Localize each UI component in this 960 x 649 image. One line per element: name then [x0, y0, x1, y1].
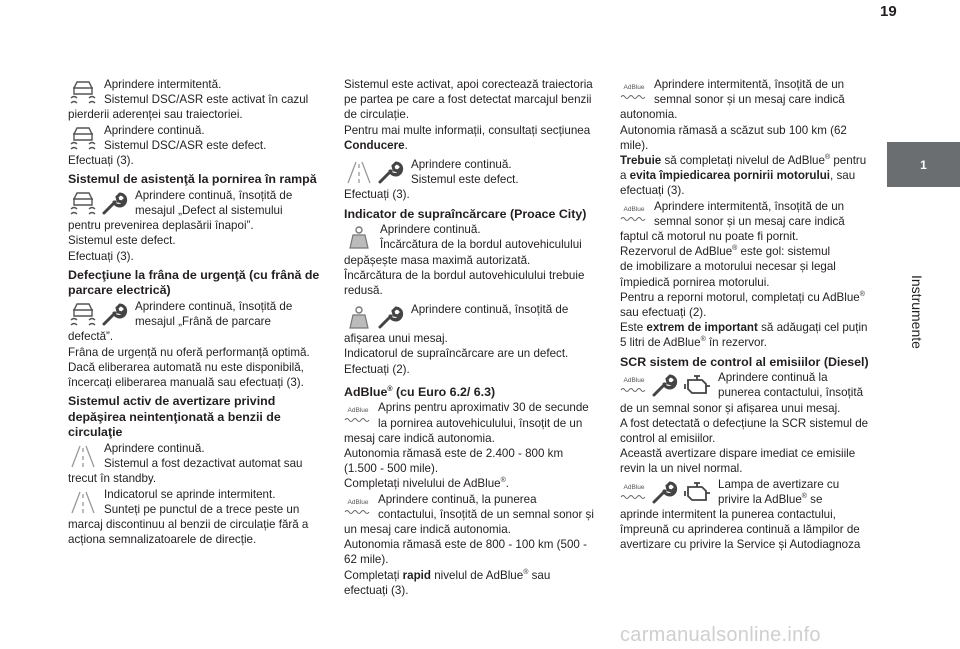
text-line: Aprindere continuă, la punerea [378, 492, 537, 506]
page-number: 19 [880, 3, 897, 20]
text-line: Sistemul a fost dezactivat automat sau [104, 457, 303, 471]
text-line: sau efectuați (2). [620, 306, 707, 320]
text-line: pe partea pe care a fost detectat marcajul benzii [344, 93, 592, 107]
bold-text: extrem de important [646, 321, 758, 335]
skid-icon [68, 189, 129, 217]
skid-icon [68, 78, 98, 106]
text-line: defectă”. [68, 330, 114, 344]
engine-icon [682, 372, 712, 398]
lane-fault-block [344, 157, 606, 203]
lane-standby-block [68, 441, 330, 487]
text-line: Frâna de urgență nu oferă performanță optimă. [68, 345, 310, 359]
text-line: Efectuați (3). [68, 154, 134, 168]
text-part: , sau [830, 169, 856, 183]
text-line: mesaj care indică autonomia. [344, 431, 495, 445]
adblue-30s-block [344, 400, 606, 491]
lane-active-paragraph [344, 77, 606, 153]
text-line: Completați nivelului de AdBlue®. [344, 477, 510, 491]
text-line: Indicatorul de supraîncărcare are un defect. [344, 347, 569, 361]
text-line: mile). [620, 138, 649, 152]
text-line: punerea contactului, însoțită [718, 386, 864, 400]
registered-mark: ® [700, 336, 706, 344]
text-line: Autonomia rămasă a scăzut sub 100 km (62 [620, 123, 847, 137]
hill-start-block [68, 188, 330, 264]
adblue-icon-label: AdBlue [623, 377, 645, 385]
text-line: semnal sonor și un mesaj care indică [654, 214, 845, 228]
column-2 [344, 77, 606, 598]
adblue-icon [620, 371, 712, 399]
text-line: redusă. [344, 284, 383, 298]
engine-icon [682, 479, 712, 505]
adblue-icon [620, 200, 648, 228]
adblue-icon [344, 401, 372, 429]
text-part: Este [620, 321, 647, 335]
wrench-icon [377, 159, 405, 185]
text-line [620, 244, 882, 259]
bold-text: rapid [402, 568, 431, 582]
adblue-800-block [344, 492, 606, 598]
lane-blink-block [68, 487, 330, 548]
text-line: Autonomia rămasă este de 800 - 100 km (500 - [344, 538, 587, 552]
dsc-blink-block [68, 77, 330, 123]
text-line: revin la un nivel normal. [620, 462, 743, 476]
heading-adblue [344, 385, 606, 401]
text-line: încercați eliberarea manuală sau efectuați (3). [68, 376, 304, 390]
text-line: Sistemul DSC/ASR este activat în cazul [104, 93, 309, 107]
text-line: Conducere. [344, 138, 408, 152]
overload-fault-block [344, 302, 606, 377]
text-line: mesajul „Frână de parcare [135, 315, 271, 329]
column-3 [620, 77, 882, 553]
adblue-icon-label: AdBlue [623, 483, 645, 491]
text-line: Aprindere continuă, însoțită de [411, 303, 569, 317]
adblue-icon [620, 78, 648, 106]
text-line: Încărcătura de la bordul autovehiculului trebuie [344, 268, 585, 282]
text-line: trecut în standby. [68, 472, 157, 486]
text-line: aprinde intermitent la punerea contactului, [620, 508, 836, 522]
text-line: acționa semnalizatoarele de direcție. [68, 533, 257, 547]
lane-icon [344, 158, 405, 186]
heading-scr: SCR sistem de control al emisiilor (Diesel) [620, 354, 869, 369]
text-line: efectuați (3). [620, 184, 685, 198]
text-line: Aprindere intermitentă, însoțită de un [654, 78, 845, 91]
bold-text: Trebuie [620, 154, 662, 168]
text-line: Aprindere continuă. [380, 223, 481, 237]
registered-mark: ® [387, 385, 393, 393]
adblue-warning-block [620, 477, 882, 553]
section-label: Instrumente [909, 275, 925, 349]
text-line: Aprindere continuă. [411, 158, 512, 172]
scr-block [620, 370, 882, 476]
text-part: în rezervor. [705, 336, 767, 350]
text-line: de circulație. [344, 108, 410, 122]
text-line: Încărcătura de la bordul autovehiculului [380, 238, 582, 252]
text-line: faptul că motorul nu poate fi pornit. [620, 230, 799, 244]
text-line: mesajul „Defect al sistemului [135, 204, 283, 218]
lane-icon [68, 442, 98, 470]
text-part: Pentru a reporni motorul, completați cu AdBlue [620, 290, 860, 304]
text-line: împreună cu aprinderea continuă a lămpilor de [620, 523, 860, 537]
text-line: Sistemul este defect. [411, 173, 519, 187]
registered-mark: ® [801, 493, 807, 501]
registered-mark: ® [732, 245, 738, 253]
text-line: (1.500 - 500 mile). [344, 462, 439, 476]
text-line: Lampa de avertizare cu [718, 477, 840, 491]
text-line [620, 168, 882, 183]
overload-icon [344, 303, 405, 331]
text-part: să completați nivelul de AdBlue [661, 154, 825, 168]
heading-emergency-brake [68, 268, 330, 299]
registered-mark: ® [500, 477, 506, 485]
text-part: a [620, 169, 630, 183]
text-part: pentru [830, 154, 867, 168]
heading-lane-departure [68, 394, 330, 441]
text-line [620, 153, 882, 168]
adblue-icon-label: AdBlue [347, 407, 369, 415]
text-line [620, 320, 882, 335]
text-line: Aprins pentru aproximativ 30 de secunde [378, 401, 589, 415]
text-line: la pornirea autovehiculului, însoțit de un [378, 416, 583, 430]
bold-text: evita împiedicarea pornirii motorului [629, 169, 831, 183]
text-line: 62 mile). [344, 553, 389, 567]
section-tab[interactable]: 1 [887, 142, 960, 187]
text-part: să adăugați cel puțin [757, 321, 868, 335]
text-line: împiedică pornirea motorului. [620, 275, 770, 289]
text-line: Sistemul este defect. [68, 234, 176, 248]
registered-mark: ® [523, 568, 529, 576]
adblue-empty-block [620, 199, 882, 351]
column-1 [68, 77, 330, 547]
text-line: semnal sonor și un mesaj care indică [654, 93, 845, 107]
heading-line: Sistemul activ de avertizare privind [68, 394, 276, 409]
text-line: depășește masa maximă autorizată. [344, 253, 531, 267]
text-line: Efectuați (2). [344, 362, 410, 376]
text-line: Dacă eliberarea automată nu este disponibilă, [68, 360, 304, 374]
text-part: sau [528, 568, 551, 582]
text-line: Efectuați (3). [68, 249, 134, 263]
text-part: Completați [344, 568, 403, 582]
text-line: un mesaj care indică autonomia. [344, 523, 511, 537]
text-line: Pentru mai multe informații, consultați secțiunea [344, 123, 591, 137]
heading-line: circulaţie [68, 425, 123, 440]
wrench-icon [101, 190, 129, 216]
adblue-icon [620, 478, 712, 506]
text-line: marcaj discontinuu al benzii de circulație fără a [68, 518, 309, 532]
heading-line: parcare electrică) [68, 283, 171, 298]
heading-text: AdBlue [344, 384, 388, 399]
text-part: nivelul de AdBlue [431, 568, 524, 582]
text-line [620, 335, 882, 350]
heading-text: (cu Euro 6.2/ 6.3) [392, 384, 496, 399]
text-line: Efectuați (3). [344, 188, 410, 202]
wrench-icon [651, 479, 679, 505]
text-line: de un semnal sonor și afișarea unui mesaj. [620, 401, 841, 415]
text-line: Aprindere continuă. [104, 442, 205, 456]
text-line: Autonomia rămasă este de 2.400 - 800 km [344, 447, 564, 461]
heading-overload: Indicator de supraîncărcare (Proace City) [344, 206, 587, 221]
heading-line: Defecţiune la frâna de urgenţă (cu frână de [68, 267, 320, 282]
wrench-icon [377, 304, 405, 330]
text-line: Indicatorul se aprinde intermitent. [104, 487, 276, 501]
lane-icon [68, 488, 98, 516]
text-line: afișarea unui mesaj. [344, 332, 448, 346]
emergency-brake-block [68, 299, 330, 390]
text-part: privire la AdBlue [718, 492, 802, 506]
text-line [344, 568, 606, 583]
text-part: se [806, 492, 823, 506]
heading-line: depăşirea neintenţionată a benzii de [68, 409, 281, 424]
dsc-fault-block [68, 123, 330, 169]
text-line: Aprindere intermitentă, însoțită de un [654, 199, 845, 213]
text-line: Aprindere continuă la [718, 371, 828, 385]
adblue-icon [344, 493, 372, 521]
text-line: avertizare cu privire la Service și Autodiagnoza [620, 538, 861, 552]
text-line: Această avertizare dispare imediat ce emisiile [620, 447, 856, 461]
watermark: carmanualsonline.info [620, 624, 821, 646]
text-line: efectuați (3). [344, 583, 409, 597]
text-line: control al emisiilor. [620, 432, 716, 446]
skid-icon [68, 124, 98, 152]
text-line [620, 290, 882, 305]
text-part: este gol: sistemul [737, 245, 831, 259]
wrench-icon [651, 372, 679, 398]
text-line: Aprindere intermitentă. [104, 78, 222, 91]
adblue-icon-label: AdBlue [623, 205, 645, 213]
registered-mark: ® [824, 154, 831, 162]
text-line: Sistemul este activat, apoi corectează traiectoria [344, 78, 593, 91]
text-line: pierderii aderenței sau traiectoriei. [68, 108, 243, 122]
text-part: Rezervorul de AdBlue [620, 245, 733, 259]
text-part: 5 litri de AdBlue [620, 336, 701, 350]
text-line: Aprindere continuă. [104, 123, 205, 137]
text-line: Aprindere continuă, însoțită de [135, 300, 293, 314]
text-line: Sistemul DSC/ASR este defect. [104, 138, 267, 152]
registered-mark: ® [859, 290, 865, 298]
wrench-icon [101, 301, 129, 327]
text-part: Completați nivelului de AdBlue [344, 477, 501, 491]
text-line: contactului, însoțită de un semnal sonor și [378, 507, 594, 521]
adblue-icon-label: AdBlue [347, 498, 369, 506]
heading-hill-start: Sistemul de asistenţă la pornirea în rampă [68, 172, 317, 187]
text-line: de imobilizare a motorului necesar și legal [620, 260, 836, 274]
overload-icon [344, 223, 374, 251]
bold-ref[interactable]: Conducere [344, 138, 405, 152]
skid-icon [68, 300, 129, 328]
text-line: autonomia. [620, 108, 678, 122]
text-line: A fost detectată o defecțiune la SCR sistemul de [620, 416, 869, 430]
text-line: Aprindere continuă, însoțită de [135, 188, 293, 202]
overload-block [344, 222, 606, 298]
text-line: Sunteți pe punctul de a trece peste un [104, 502, 300, 516]
adblue-icon-label: AdBlue [623, 84, 645, 91]
text-line: pentru prevenirea deplasării înapoi”. [68, 219, 254, 233]
adblue-100-block [620, 77, 882, 199]
